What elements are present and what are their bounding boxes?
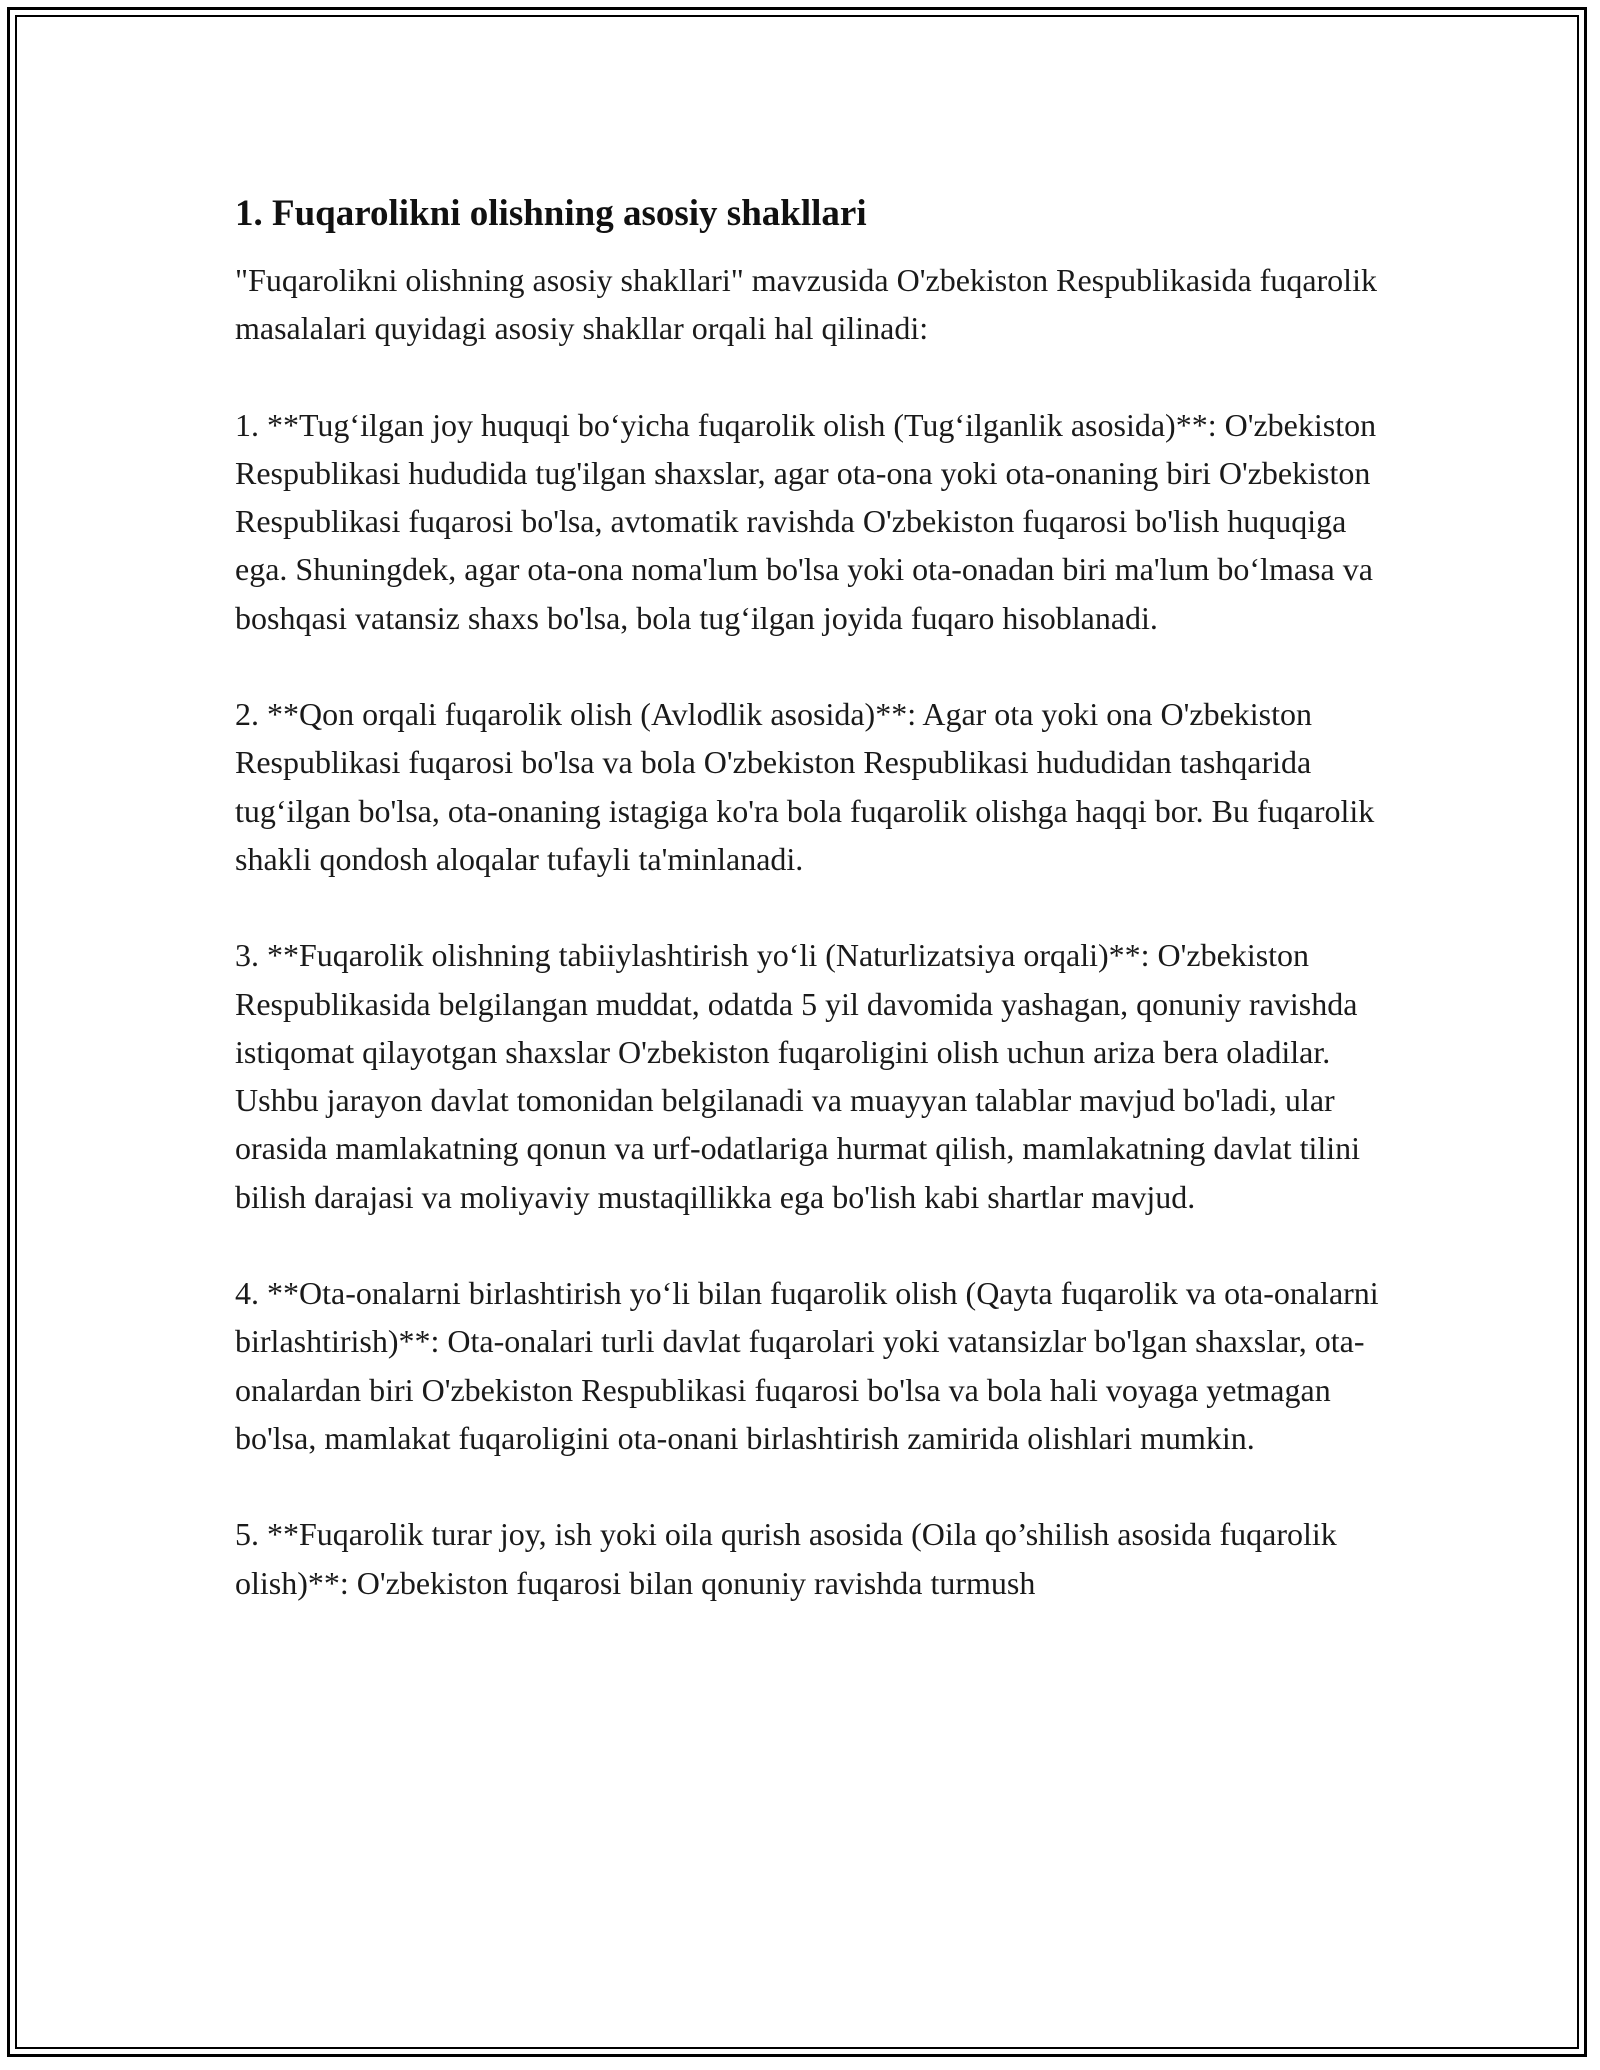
- paragraph-item-3: 3. **Fuqarolik olishning tabiiylashtirish yo‘li (Naturlizatsiya orqali)**: O'zbekiston Respublikasida belgilangan muddat, odatda 5 yil davomida yashagan, qonuniy ravishda istiqomat qilayotgan shaxslar O'zbekiston fuqaroligini olish uchun ariza bera oladilar. Ushbu jarayon davlat tomonidan belgilanadi va muayyan talablar mavjud bo'ladi, ular orasida mamlakatning qonun va urf-odatlariga hurmat qilish, mamlakatning davlat tilini bilish darajasi va moliyaviy mustaqillikka ega bo'lish kabi shartlar mavjud.: [235, 937, 1361, 1215]
- paragraph-item-5: 5. **Fuqarolik turar joy, ish yoki oila qurish asosida (Oila qo’shilish asosida fuqarolik olish)**: O'zbekiston fuqarosi bilan qonuniy ravishda turmush: [235, 1516, 1337, 1601]
- intro-paragraph: "Fuqarolikni olishning asosiy shakllari" mavzusida O'zbekiston Respublikasida fuqarolik masalalari quyidagi asosiy shakllar orqali hal qilinadi:: [235, 262, 1377, 347]
- paragraph-item-1: 1. **Tug‘ilgan joy huquqi bo‘yicha fuqarolik olish (Tug‘ilganlik asosida)**: O'zbekiston Respublikasi hududida tug'ilgan shaxslar, agar ota-ona yoki ota-onaning biri O'zbekiston Respublikasi fuqarosi bo'lsa, avtomatik ravishda O'zbekiston fuqarosi bo'lish huquqiga ega. Shuningdek, agar ota-ona noma'lum bo'lsa yoki ota-onadan biri ma'lum bo‘lmasa va boshqasi vatansiz shaxs bo'lsa, bola tug‘ilgan joyida fuqaro hisoblanadi.: [235, 406, 1377, 636]
- document-body: [235, 190, 1385, 1607]
- paragraph-item-2: 2. **Qon orqali fuqarolik olish (Avlodlik asosida)**: Agar ota yoki ona O'zbekiston Respublikasi fuqarosi bo'lsa va bola O'zbekiston Respublikasi hududidan tashqarida tug‘ilgan bo'lsa, ota-onaning istagiga ko'ra bola fuqarolik olishga haqqi bor. Bu fuqarolik shakli qondosh aloqalar tufayli ta'minlanadi.: [235, 696, 1375, 877]
- paragraph-item-4: 4. **Ota-onalarni birlashtirish yo‘li bilan fuqarolik olish (Qayta fuqarolik va ota-onalarni birlashtirish)**: Ota-onalari turli davlat fuqarolari yoki vatansizlar bo'lgan shaxslar, ota-onalardan biri O'zbekiston Respublikasi fuqarosi bo'lsa va bola hali voyaga yetmagan bo'lsa, mamlakat fuqaroligini ota-onani birlashtirish zamirida olishlari mumkin.: [235, 1275, 1379, 1456]
- document-title: 1. Fuqarolikni olishning asosiy shakllari: [235, 193, 867, 234]
